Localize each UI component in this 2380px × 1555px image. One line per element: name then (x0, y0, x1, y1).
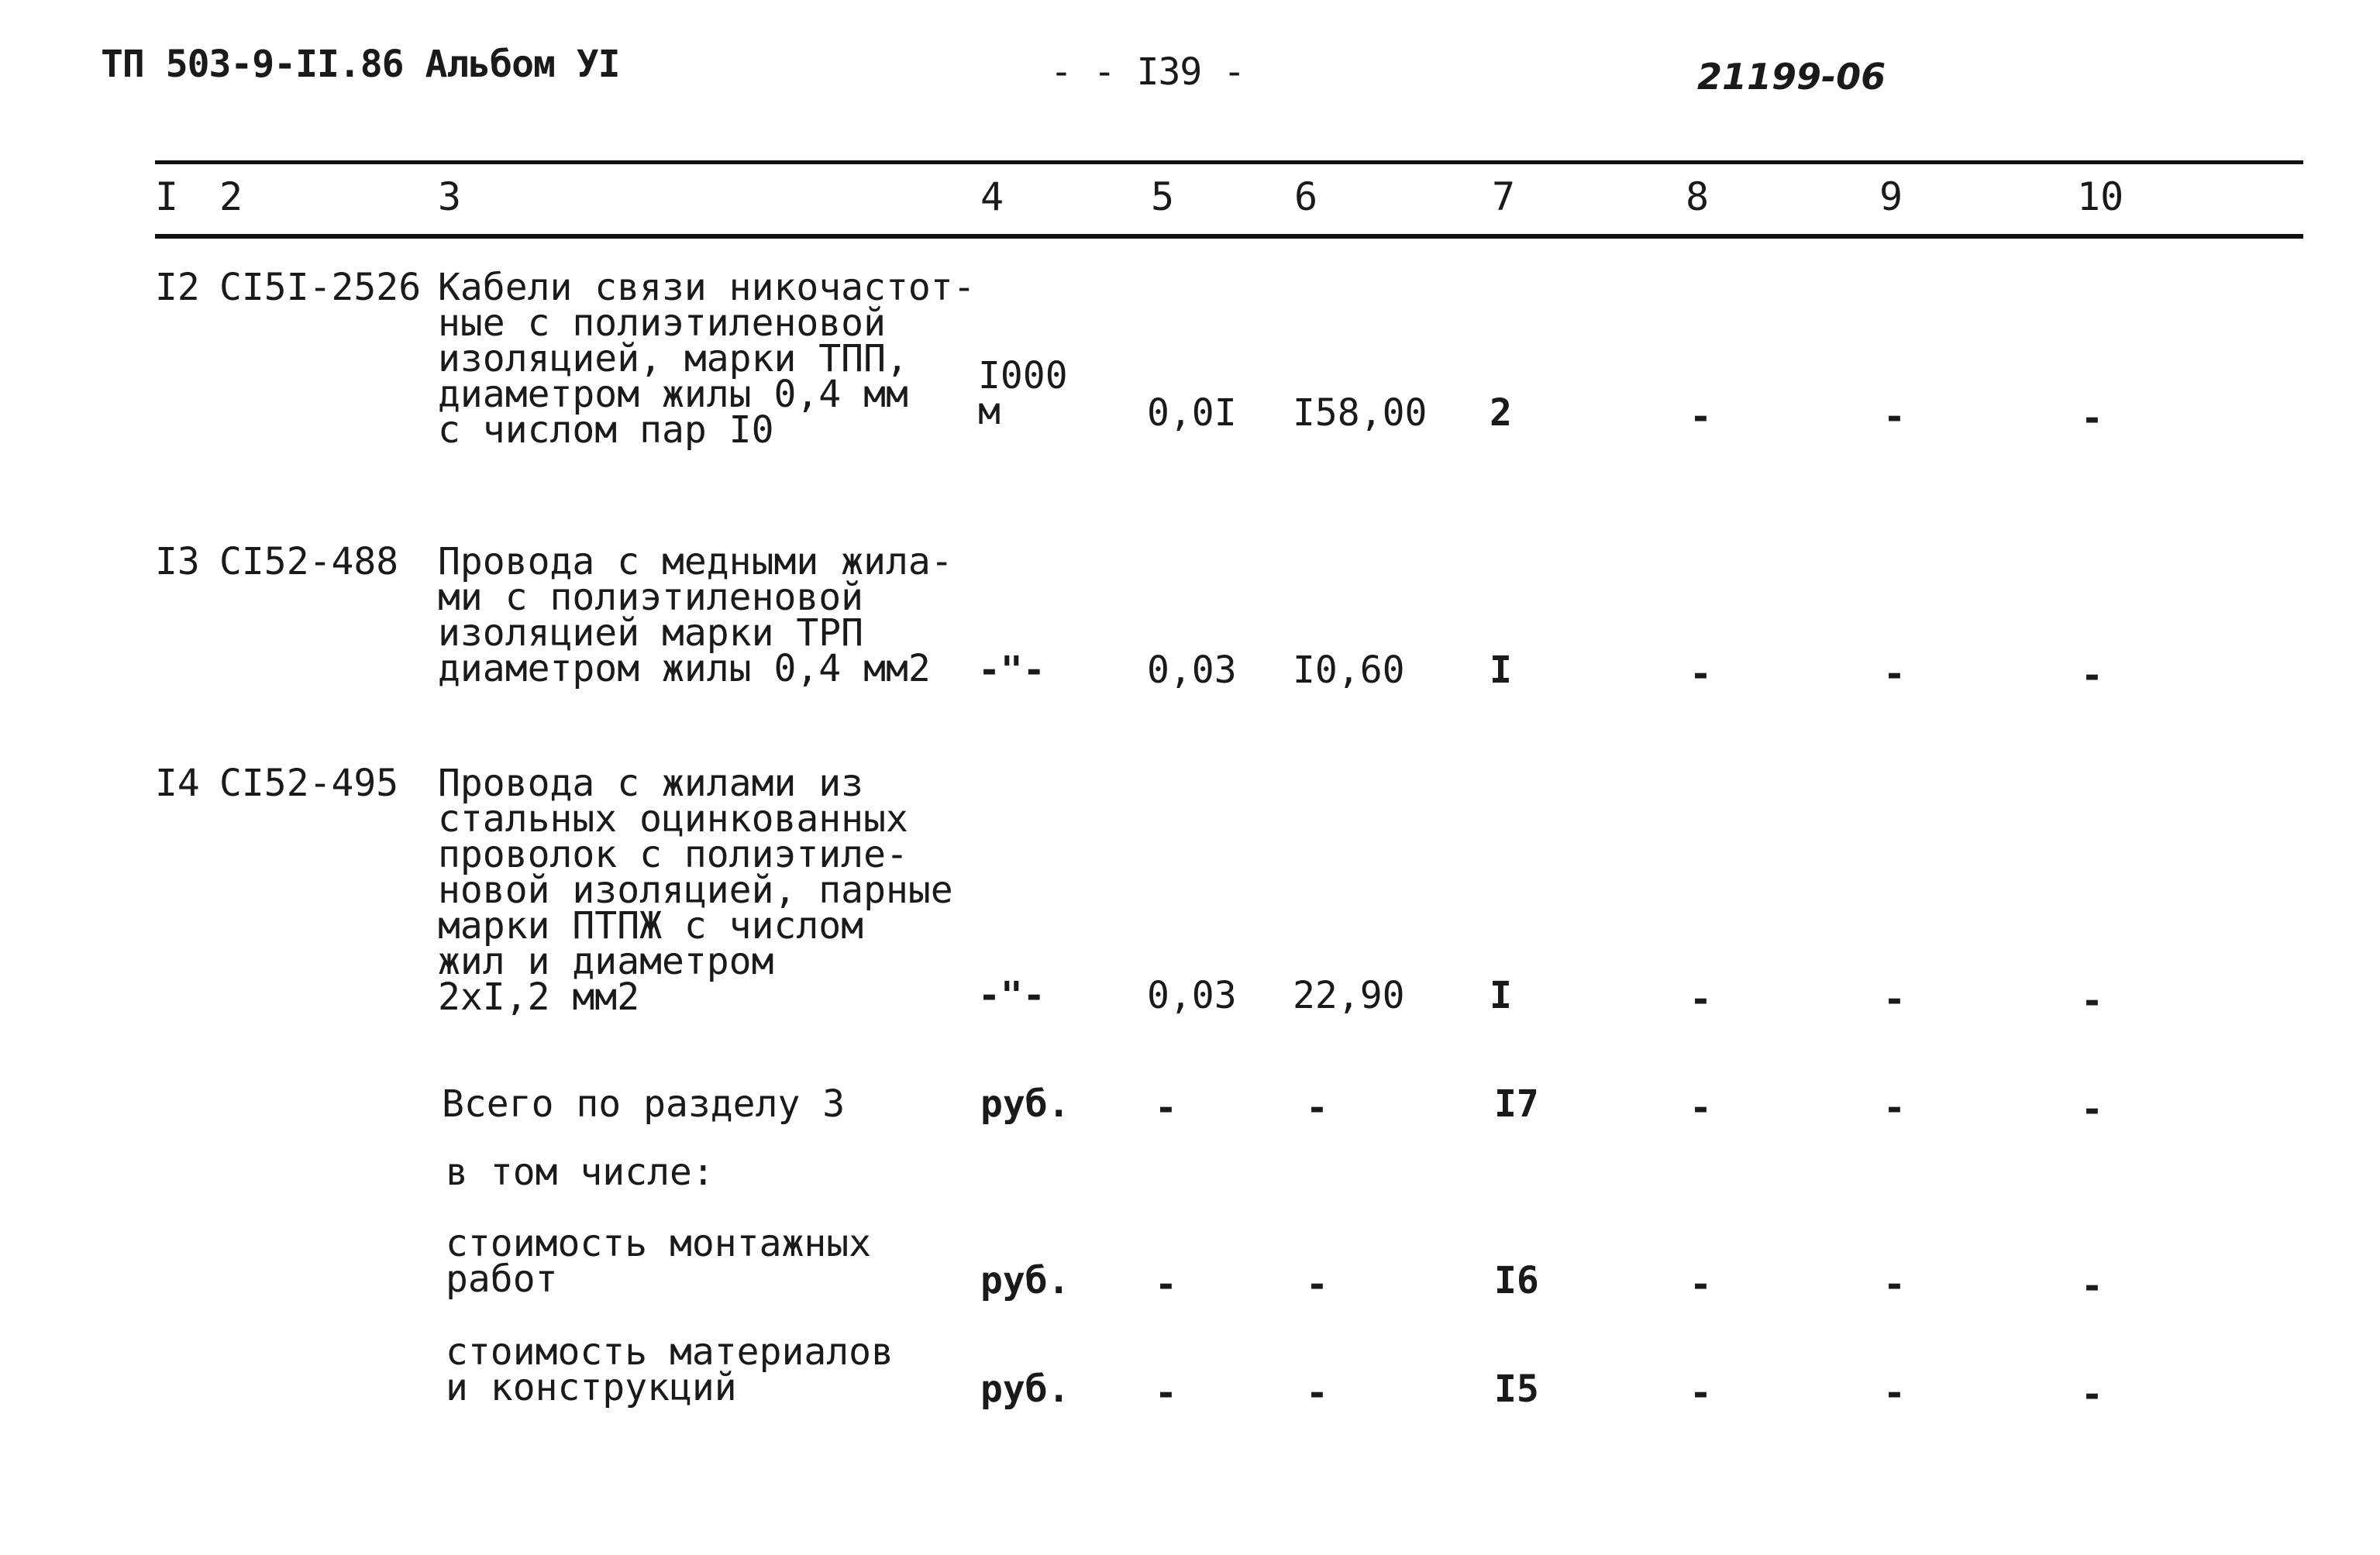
subtotal-caption: в том числе: (446, 1151, 715, 1194)
row-unit: -"- (978, 648, 1045, 692)
totals-col8: - (1689, 1371, 1712, 1415)
column-header-7: 7 (1492, 174, 1516, 219)
row-col6: 22,90 (1293, 974, 1405, 1017)
row-col7: I (1490, 648, 1512, 692)
totals-unit: руб. (980, 1368, 1070, 1411)
column-header-9: 9 (1879, 174, 1903, 219)
column-header-5: 5 (1151, 174, 1175, 219)
row-col8: - (1689, 978, 1712, 1021)
totals-col6: - (1306, 1263, 1328, 1306)
column-header-4: 4 (980, 174, 1004, 219)
totals-col10: - (2081, 1088, 2103, 1131)
totals-description: Всего по разделу 3 (442, 1082, 846, 1126)
row-code: CI52-488 (219, 540, 399, 583)
totals-col8: - (1689, 1086, 1712, 1130)
row-unit: -"- (978, 974, 1045, 1017)
row-code: CI52-495 (219, 762, 399, 805)
totals-col7: I6 (1494, 1259, 1539, 1302)
totals-col9: - (1883, 1263, 1906, 1306)
row-description: Провода с жилами из стальных оцинкованных проволок с полиэтиле- новой изоляцией, парные марки ПТПЖ с числом жил и диаметром 2хI,2 мм2 (438, 762, 953, 1019)
totals-col9: - (1883, 1371, 1906, 1415)
row-unit: I000 м (978, 354, 1068, 433)
row-col6: I58,00 (1293, 391, 1428, 435)
table-header-rule (155, 234, 2303, 239)
row-col7: 2 (1490, 391, 1512, 435)
totals-unit: руб. (980, 1082, 1070, 1126)
column-header-6: 6 (1294, 174, 1318, 219)
row-col9: - (1883, 978, 1906, 1021)
totals-col7: I5 (1494, 1368, 1539, 1411)
totals-col5: - (1155, 1371, 1177, 1415)
row-number: I2 (155, 266, 200, 309)
totals-col6: - (1306, 1086, 1328, 1130)
row-col7: I (1490, 974, 1512, 1017)
totals-col10: - (2081, 1373, 2103, 1416)
totals-col8: - (1689, 1263, 1712, 1306)
totals-col10: - (2081, 1264, 2103, 1308)
row-col6: I0,60 (1293, 648, 1405, 692)
handwritten-stamp: 21199-06 (1697, 56, 1886, 98)
column-header-1: I (155, 174, 179, 219)
page-number: - - I39 - (1050, 50, 1245, 94)
row-col9: - (1883, 652, 1906, 696)
row-col10: - (2081, 397, 2103, 440)
totals-description: стоимость монтажных работ (446, 1222, 872, 1301)
column-header-8: 8 (1686, 174, 1710, 219)
totals-col9: - (1883, 1086, 1906, 1130)
row-code: CI5I-2526 (219, 266, 422, 309)
column-header-10: 10 (2077, 174, 2124, 219)
totals-col7: I7 (1494, 1082, 1539, 1126)
table-top-rule (155, 160, 2303, 164)
row-col10: - (2081, 654, 2103, 697)
document-code: ТП 503-9-II.86 Альбом УI (101, 43, 620, 86)
row-col10: - (2081, 979, 2103, 1023)
row-col8: - (1689, 395, 1712, 439)
totals-col5: - (1155, 1263, 1177, 1306)
column-header-2: 2 (219, 174, 243, 219)
row-description: Кабели связи никочастот- ные с полиэтиленовой изоляцией, марки ТПП, диаметром жилы 0,4 мм с числом пар I0 (438, 266, 976, 452)
totals-col5: - (1155, 1086, 1177, 1130)
row-col5: 0,03 (1147, 974, 1237, 1017)
row-col9: - (1883, 395, 1906, 439)
row-col5: 0,0I (1147, 391, 1237, 435)
row-col8: - (1689, 652, 1712, 696)
totals-unit: руб. (980, 1259, 1070, 1302)
row-description: Провода с медными жила- ми с полиэтиленовой изоляцией марки ТРП диаметром жилы 0,4 мм2 (438, 540, 953, 690)
row-number: I4 (155, 762, 200, 805)
totals-col6: - (1306, 1371, 1328, 1415)
totals-description: стоимость материалов и конструкций (446, 1330, 894, 1409)
row-number: I3 (155, 540, 200, 583)
row-col5: 0,03 (1147, 648, 1237, 692)
column-header-3: 3 (438, 174, 462, 219)
